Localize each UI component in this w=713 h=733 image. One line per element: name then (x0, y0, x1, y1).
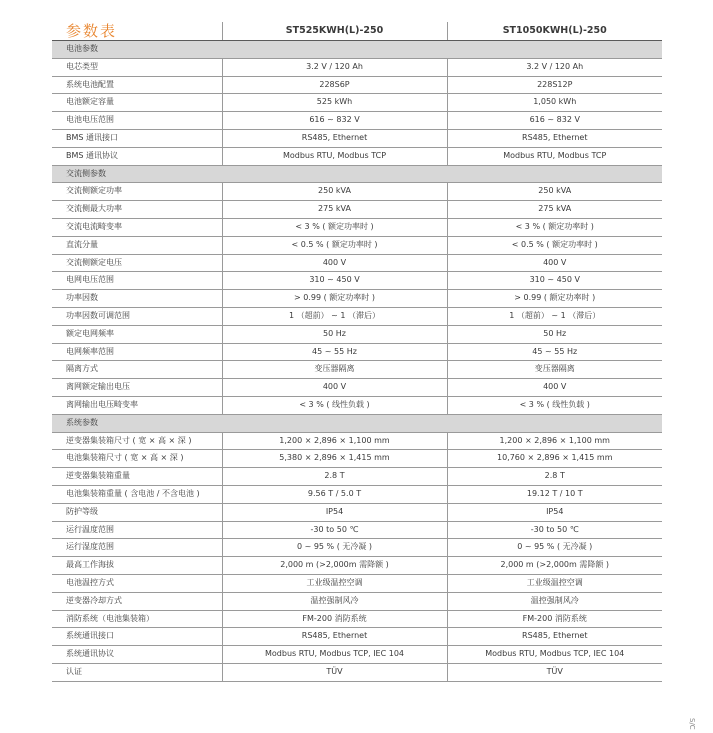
table-row (52, 432, 662, 450)
row-label: 隔离方式 (52, 361, 222, 379)
table-row (52, 646, 662, 664)
row-value-1: 310 ~ 450 V (222, 272, 447, 290)
row-value-1: 2.8 T (222, 468, 447, 486)
row-value-2: 0 ~ 95 % ( 无冷凝 ) (447, 539, 662, 557)
row-label: 逆变器冷却方式 (52, 592, 222, 610)
row-value-1: 变压器隔离 (222, 361, 447, 379)
table-row (52, 503, 662, 521)
row-value-2: Modbus RTU, Modbus TCP, IEC 104 (447, 646, 662, 664)
row-label: 认证 (52, 663, 222, 681)
table-row (52, 254, 662, 272)
row-label: BMS 通讯协议 (52, 147, 222, 165)
row-value-1: 525 kWh (222, 94, 447, 112)
row-value-1: 228S6P (222, 76, 447, 94)
row-value-2: RS485, Ethernet (447, 129, 662, 147)
row-label: 消防系统（电池集装箱） (52, 610, 222, 628)
row-value-2: 45 ~ 55 Hz (447, 343, 662, 361)
table-row (52, 129, 662, 147)
row-value-1: 400 V (222, 254, 447, 272)
model-header-2: ST1050KWH(L)-250 (447, 22, 662, 41)
row-value-1: 3.2 V / 120 Ah (222, 58, 447, 76)
row-value-2: 400 V (447, 254, 662, 272)
row-label: 离网输出电压畸变率 (52, 396, 222, 414)
row-value-1: 0 ~ 95 % ( 无冷凝 ) (222, 539, 447, 557)
page-title: 参数表 (52, 22, 222, 41)
side-mark: S/C (688, 718, 696, 730)
row-value-2: < 3 % ( 额定功率时 ) (447, 218, 662, 236)
row-label: 直流分量 (52, 236, 222, 254)
table-row (52, 361, 662, 379)
row-value-2: 变压器隔离 (447, 361, 662, 379)
row-value-1: 250 kVA (222, 183, 447, 201)
table-row (52, 343, 662, 361)
row-label: 功率因数可调范围 (52, 307, 222, 325)
row-value-2: 10,760 × 2,896 × 1,415 mm (447, 450, 662, 468)
row-label: 电池集装箱尺寸 ( 宽 × 高 × 深 ) (52, 450, 222, 468)
row-label: 系统通讯协议 (52, 646, 222, 664)
row-label: 逆变器集装箱重量 (52, 468, 222, 486)
row-label: 额定电网频率 (52, 325, 222, 343)
row-value-2: 228S12P (447, 76, 662, 94)
row-value-2: 275 kVA (447, 201, 662, 219)
table-row (52, 521, 662, 539)
row-value-1: 400 V (222, 379, 447, 397)
row-value-1: 1,200 × 2,896 × 1,100 mm (222, 432, 447, 450)
table-row (52, 468, 662, 486)
table-row (52, 272, 662, 290)
row-value-2: FM-200 消防系统 (447, 610, 662, 628)
row-label: 离网额定输出电压 (52, 379, 222, 397)
row-value-1: 温控强制风冷 (222, 592, 447, 610)
row-value-1: 2,000 m (>2,000m 需降额 ) (222, 557, 447, 575)
row-value-2: 2.8 T (447, 468, 662, 486)
table-row (52, 557, 662, 575)
row-value-1: FM-200 消防系统 (222, 610, 447, 628)
row-value-2: 50 Hz (447, 325, 662, 343)
row-value-1: 616 ~ 832 V (222, 112, 447, 130)
table-row (52, 94, 662, 112)
spec-table (52, 22, 662, 682)
row-value-2: < 3 % ( 线性负载 ) (447, 396, 662, 414)
row-value-2: RS485, Ethernet (447, 628, 662, 646)
row-value-2: 温控强制风冷 (447, 592, 662, 610)
row-value-2: Modbus RTU, Modbus TCP (447, 147, 662, 165)
row-label: 系统电池配置 (52, 76, 222, 94)
row-value-2: 3.2 V / 120 Ah (447, 58, 662, 76)
row-value-2: 250 kVA (447, 183, 662, 201)
row-value-1: -30 to 50 ℃ (222, 521, 447, 539)
table-row (52, 539, 662, 557)
table-row (52, 485, 662, 503)
row-label: 电网频率范围 (52, 343, 222, 361)
row-label: 防护等级 (52, 503, 222, 521)
row-value-2: 616 ~ 832 V (447, 112, 662, 130)
row-label: 逆变器集装箱尺寸 ( 宽 × 高 × 深 ) (52, 432, 222, 450)
row-value-1: < 3 % ( 线性负载 ) (222, 396, 447, 414)
table-row (52, 76, 662, 94)
table-row (52, 325, 662, 343)
table-row (52, 574, 662, 592)
row-value-1: 5,380 × 2,896 × 1,415 mm (222, 450, 447, 468)
row-value-2: IP54 (447, 503, 662, 521)
table-row (52, 58, 662, 76)
row-label: 电池集装箱重量 ( 含电池 / 不含电池 ) (52, 485, 222, 503)
row-label: 最高工作海拔 (52, 557, 222, 575)
row-label: 电池电压范围 (52, 112, 222, 130)
table-row (52, 663, 662, 681)
table-row (52, 147, 662, 165)
row-value-1: 1 （超前） ~ 1 （滞后） (222, 307, 447, 325)
row-value-2: 工业级温控空调 (447, 574, 662, 592)
row-value-1: 工业级温控空调 (222, 574, 447, 592)
row-value-2: 1,200 × 2,896 × 1,100 mm (447, 432, 662, 450)
table-row (52, 183, 662, 201)
row-value-1: Modbus RTU, Modbus TCP, IEC 104 (222, 646, 447, 664)
row-value-1: 45 ~ 55 Hz (222, 343, 447, 361)
row-label: 系统通讯接口 (52, 628, 222, 646)
row-value-1: > 0.99 ( 额定功率时 ) (222, 290, 447, 308)
section-header (52, 165, 662, 183)
row-value-1: TÜV (222, 663, 447, 681)
model-header-1: ST525KWH(L)-250 (222, 22, 447, 41)
section-header (52, 414, 662, 432)
table-row (52, 396, 662, 414)
table-row (52, 307, 662, 325)
section-title: 系统参数 (52, 414, 662, 432)
row-value-2: 1 （超前） ~ 1 （滞后） (447, 307, 662, 325)
row-value-2: 2,000 m (>2,000m 需降额 ) (447, 557, 662, 575)
row-label: 电网电压范围 (52, 272, 222, 290)
row-value-1: RS485, Ethernet (222, 129, 447, 147)
row-value-2: < 0.5 % ( 额定功率时 ) (447, 236, 662, 254)
row-value-2: 1,050 kWh (447, 94, 662, 112)
table-row (52, 450, 662, 468)
spec-sheet (52, 22, 662, 682)
row-label: 电池温控方式 (52, 574, 222, 592)
row-label: 运行温度范围 (52, 521, 222, 539)
row-value-2: -30 to 50 ℃ (447, 521, 662, 539)
row-label: 运行湿度范围 (52, 539, 222, 557)
section-header (52, 41, 662, 59)
header-row (52, 22, 662, 41)
table-row (52, 201, 662, 219)
table-row (52, 379, 662, 397)
table-row (52, 112, 662, 130)
table-row (52, 218, 662, 236)
row-value-1: < 0.5 % ( 额定功率时 ) (222, 236, 447, 254)
row-value-1: IP54 (222, 503, 447, 521)
row-value-1: 9.56 T / 5.0 T (222, 485, 447, 503)
row-value-2: TÜV (447, 663, 662, 681)
row-value-2: 400 V (447, 379, 662, 397)
table-row (52, 290, 662, 308)
row-value-1: 275 kVA (222, 201, 447, 219)
row-label: 交流侧额定电压 (52, 254, 222, 272)
table-row (52, 628, 662, 646)
row-value-2: 310 ~ 450 V (447, 272, 662, 290)
table-row (52, 610, 662, 628)
row-value-2: 19.12 T / 10 T (447, 485, 662, 503)
row-label: BMS 通讯接口 (52, 129, 222, 147)
row-label: 功率因数 (52, 290, 222, 308)
row-value-2: > 0.99 ( 额定功率时 ) (447, 290, 662, 308)
row-label: 交流电流畸变率 (52, 218, 222, 236)
row-label: 交流侧最大功率 (52, 201, 222, 219)
table-row (52, 236, 662, 254)
row-value-1: RS485, Ethernet (222, 628, 447, 646)
row-value-1: Modbus RTU, Modbus TCP (222, 147, 447, 165)
row-value-1: 50 Hz (222, 325, 447, 343)
row-label: 交流侧额定功率 (52, 183, 222, 201)
row-value-1: < 3 % ( 额定功率时 ) (222, 218, 447, 236)
section-title: 电池参数 (52, 41, 662, 59)
section-title: 交流侧参数 (52, 165, 662, 183)
table-row (52, 592, 662, 610)
row-label: 电池额定容量 (52, 94, 222, 112)
row-label: 电芯类型 (52, 58, 222, 76)
